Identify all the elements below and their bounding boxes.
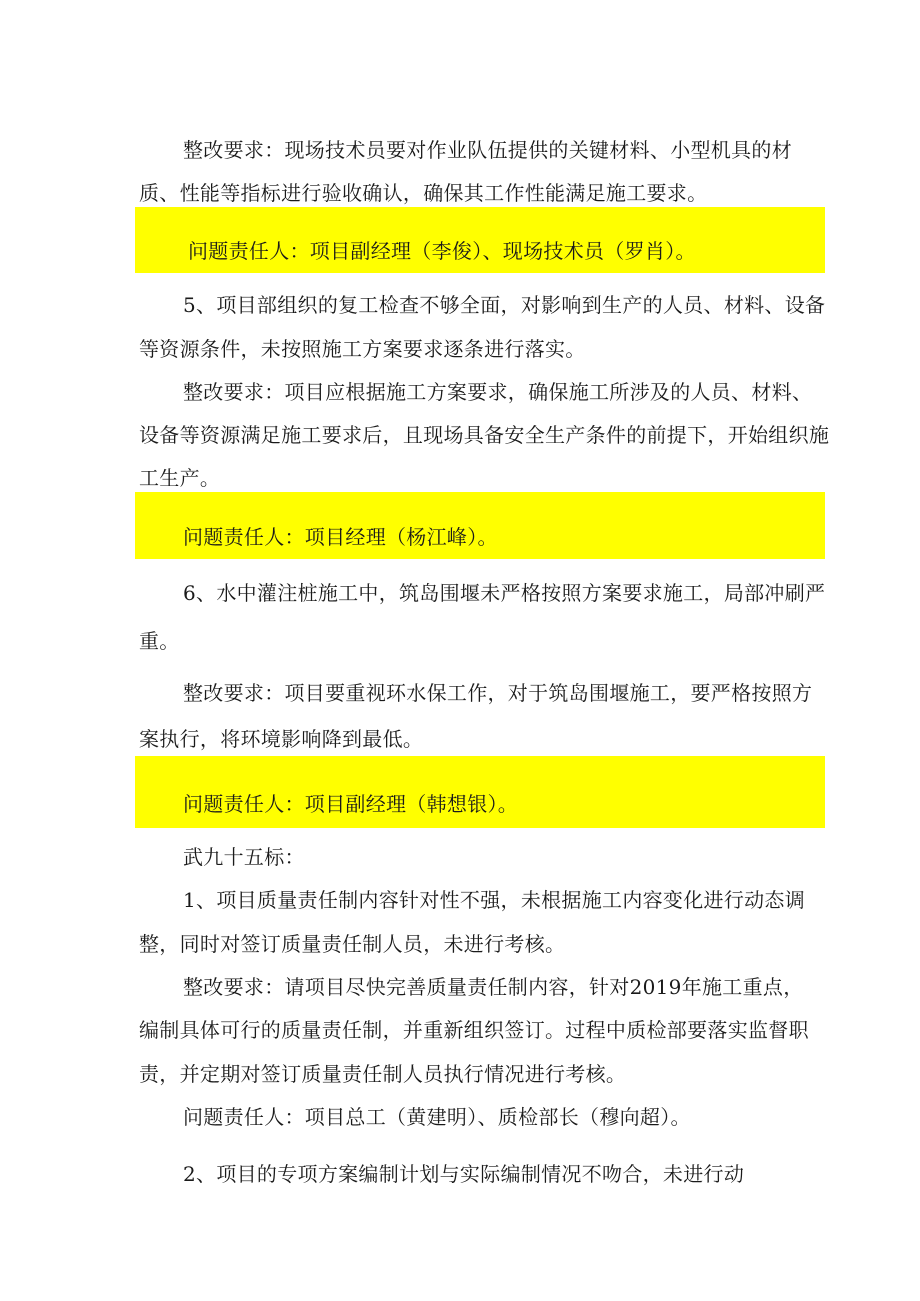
paragraph-line: 整改要求：项目要重视环水保工作，对于筑岛围堰施工，要严格按照方	[183, 681, 813, 705]
responsible-person-line: 问题责任人：项目副经理（韩想银）。	[183, 792, 519, 816]
responsible-person-line: 问题责任人：项目总工（黄建明）、质检部长（穆向超）。	[183, 1105, 691, 1129]
paragraph-line: 工生产。	[139, 466, 221, 490]
paragraph-line: 案执行，将环境影响降到最低。	[139, 727, 424, 751]
paragraph-line: 质、性能等指标进行验收确认，确保其工作性能满足施工要求。	[139, 181, 708, 205]
issue-item-line: 等资源条件，未按照施工方案要求逐条进行落实。	[139, 337, 586, 361]
paragraph-line: 整改要求：项目应根据施工方案要求，确保施工所涉及的人员、材料、	[183, 380, 813, 404]
issue-item-line: 重。	[139, 629, 180, 653]
paragraph-line: 设备等资源满足施工要求后，且现场具备安全生产条件的前提下，开始组织施	[139, 423, 830, 447]
responsible-person-line: 问题责任人：项目经理（杨江峰）。	[183, 525, 498, 549]
paragraph-line: 责，并定期对签订质量责任制人员执行情况进行考核。	[139, 1062, 627, 1086]
issue-item-line: 整，同时对签订质量责任制人员，未进行考核。	[139, 932, 566, 956]
responsible-person-line: 问题责任人：项目副经理（李俊）、现场技术员（罗肖）。	[188, 239, 696, 263]
issue-item-line: 1、项目质量责任制内容针对性不强，未根据施工内容变化进行动态调	[183, 888, 806, 912]
paragraph-line: 整改要求：请项目尽快完善质量责任制内容，针对2019年施工重点，	[183, 975, 804, 999]
section-heading: 武九十五标：	[183, 845, 305, 869]
issue-item-line: 2、项目的专项方案编制计划与实际编制情况不吻合，未进行动	[183, 1162, 745, 1186]
paragraph-line: 整改要求：现场技术员要对作业队伍提供的关键材料、小型机具的材	[183, 138, 792, 162]
paragraph-line: 编制具体可行的质量责任制，并重新组织签订。过程中质检部要落实监督职	[139, 1018, 809, 1042]
issue-item-line: 5、项目部组织的复工检查不够全面，对影响到生产的人员、材料、设备	[183, 293, 826, 317]
issue-item-line: 6、水中灌注桩施工中，筑岛围堰未严格按照方案要求施工，局部冲刷严	[183, 581, 826, 605]
